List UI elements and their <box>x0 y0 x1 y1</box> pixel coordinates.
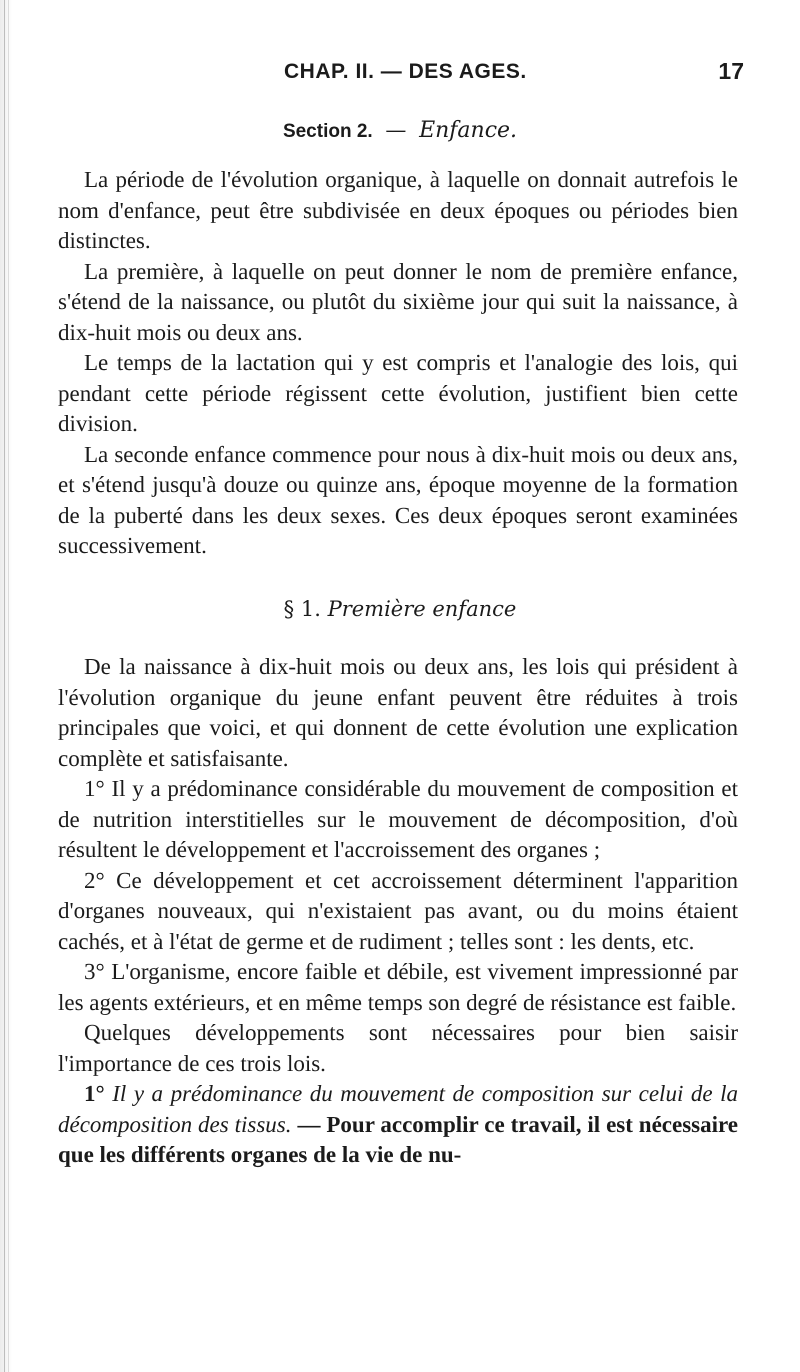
running-header <box>284 60 744 94</box>
section-label: Section 2. <box>282 121 373 142</box>
paragraph: Quelques développements sont nécessaires pour bien saisir l'importance de ces trois lois. <box>58 1020 738 1076</box>
final-paragraph-text: — Pour accomplir ce travail, il est nécessaire que les différents organes de la vie de nu- <box>58 1111 739 1167</box>
paragraph: La période de l'évolution organique, à laquelle on donnait autrefois le nom d'enfance, peut être subdivisée en deux époques ou périodes bien distinctes. <box>58 167 738 253</box>
page-number: 17 <box>718 58 744 84</box>
final-paragraph-heading: Il y a prédominance du mouvement de composition sur celui de la décomposition des tissus. <box>58 1081 738 1137</box>
subsection-heading <box>0 597 800 621</box>
running-title: CHAP. II. — DES AGES. <box>284 60 527 83</box>
numbered-paragraph: 3° L'organisme, encore faible et débile, est vivement impressionné par les agents extérieurs, et en même temps son degré de résistance est faible. <box>58 959 738 1015</box>
paragraph: Le temps de la lactation qui y est compris et l'analogie des lois, qui pendant cette période régissent cette évolution, justifient bien cette division. <box>58 350 738 436</box>
final-paragraph <box>58 1079 738 1171</box>
main-text-block <box>58 652 738 1171</box>
paragraph: De la naissance à dix-huit mois ou deux ans, les lois qui président à l'évolution organique du jeune enfant peuvent être réduites à trois principales que voici, et qui donnent de cette évolution une explication complète et satisfaisante. <box>58 654 738 771</box>
paragraph: La première, à laquelle on peut donner le nom de première enfance, s'étend de la naissance, ou plutôt du sixième jour qui suit la naissance, à dix-huit mois ou deux ans. <box>58 258 738 345</box>
paragraph: La seconde enfance commence pour nous à dix-huit mois ou deux ans, et s'étend jusqu'à douze ou quinze ans, époque moyenne de la formation de la puberté dans les deux sexes. Ces deux époques seront examinées successivement. <box>58 441 738 558</box>
subsection-title: Première enfance <box>327 597 517 621</box>
section-heading <box>0 118 800 143</box>
section-title: Enfance. <box>419 118 518 143</box>
numbered-paragraph: 1° Il y a prédominance considérable du mouvement de composition et de nutrition interstitielles sur le mouvement de décomposition, d'où résultent le développement et l'accroissement des organes ; <box>58 776 738 862</box>
subsection-label: § 1. <box>283 597 321 621</box>
final-paragraph-number: 1° <box>84 1081 105 1106</box>
numbered-paragraph: 2° Ce développement et cet accroissement déterminent l'apparition d'organes nouveaux, qui n'existaient pas avant, ou du moins étaient cachés, et à l'état de germe et de rudiment ; telles sont : les dents, etc. <box>58 867 738 954</box>
page-binding-edge <box>0 0 12 1372</box>
intro-text-block <box>58 165 738 562</box>
section-dash: — <box>385 118 407 142</box>
